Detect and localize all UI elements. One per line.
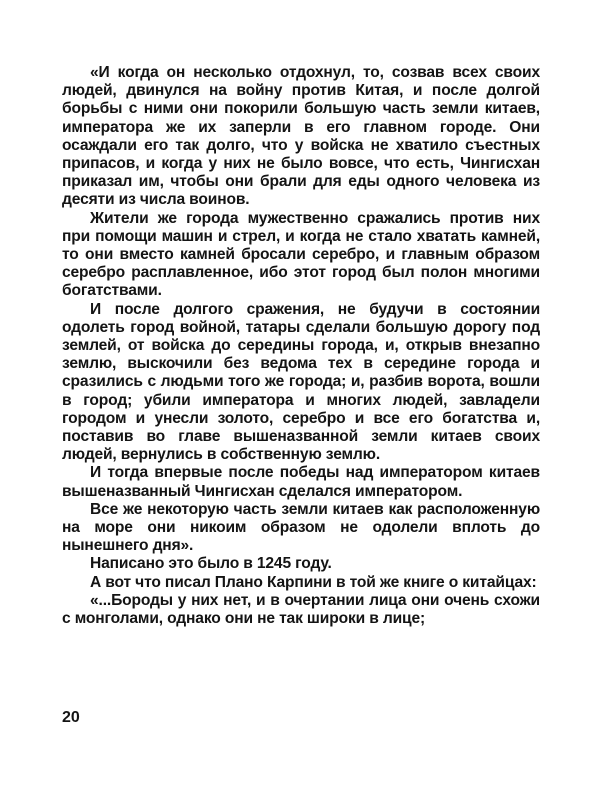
- paragraph: Жители же города мужественно сражались против них при помощи машин и стрел, и когда не стало хватать камней, то они вместо камней бросали серебро, и главным образом серебро расплавленное, ибо этот город был полон многими богатствами.: [62, 209, 540, 300]
- page-number: 20: [62, 709, 80, 726]
- paragraph: «И когда он несколько отдохнул, то, созвав всех своих людей, двинулся на войну против Китая, и после долгой борьбы с ними они покорили большую часть земли китаев, императора же их заперли в его главном городе. Они осаждали его так долго, что у войска не хватило съестных припасов, и когда у них не было вовсе, что есть, Чингисхан приказал им, чтобы они брали для еды одного человека из десяти из числа воинов.: [62, 64, 540, 209]
- paragraph: И тогда впервые после победы над императором китаев вышеназванный Чингисхан сделался императором.: [62, 464, 540, 500]
- paragraph: А вот что писал Плано Карпини в той же книге о китайцах:: [90, 573, 537, 591]
- paragraph: Написано это было в 1245 году.: [90, 555, 332, 573]
- paragraph: Все же некоторую часть земли китаев как расположенную на море они никоим образом не одолели вплоть до нынешнего дня».: [62, 500, 540, 555]
- page-body-text: [62, 64, 540, 628]
- paragraph: И после долгого сражения, не будучи в состоянии одолеть город войной, татары сделали большую дорогу под землей, от войска до середины города, и, открыв внезапно землю, выскочили без ведома тех в середине города и сразились с людьми того же города; и, разбив ворота, вошли в город; убили императора и многих людей, завладели городом и унесли золото, серебро и все его богатства и, поставив во главе вышеназванной земли китаев своих людей, вернулись в собственную землю.: [62, 300, 540, 464]
- paragraph: «...Бороды у них нет, и в очертании лица они очень схожи с монголами, однако они не так широки в лице;: [62, 591, 540, 628]
